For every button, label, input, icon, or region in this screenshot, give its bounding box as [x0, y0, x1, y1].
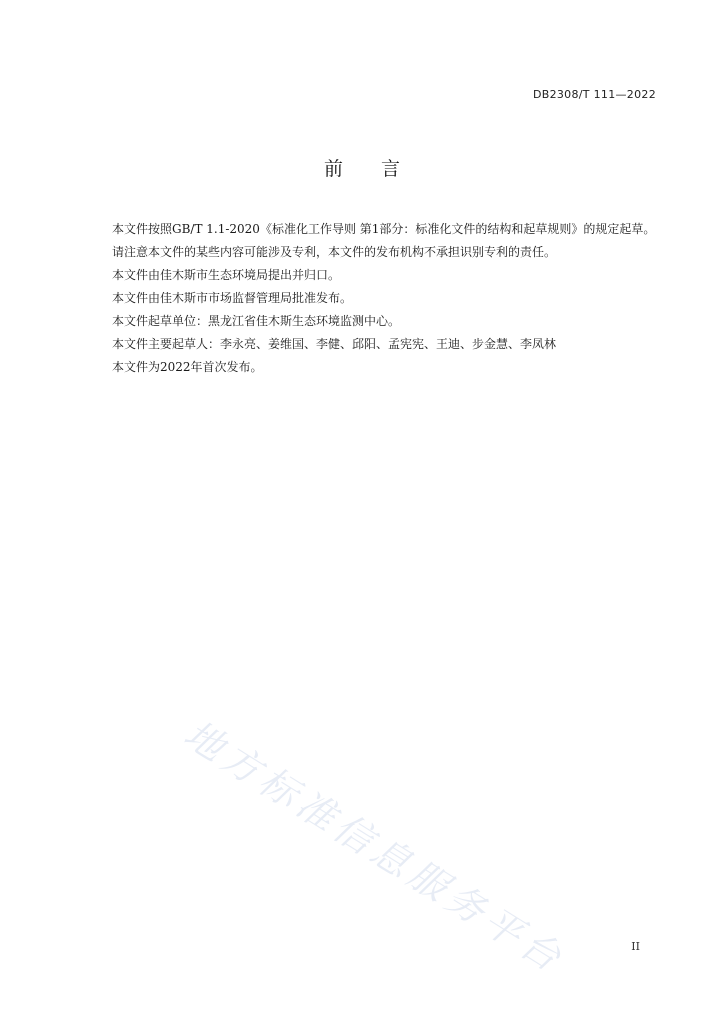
paragraph-patent-notice: 请注意本文件的某些内容可能涉及专利，本文件的发布机构不承担识别专利的责任。 — [112, 245, 557, 259]
watermark-text: 地方标准信息服务平台 — [176, 711, 573, 983]
paragraph-approved-by: 本文件由佳木斯市市场监督管理局批准发布。 — [112, 291, 353, 305]
paragraph-drafting-rules: 本文件按照GB/T 1.1-2020《标准化工作导则 第1部分：标准化文件的结构和起草规则》的规定起草。 — [112, 222, 656, 236]
preface-title: 前言 — [323, 158, 438, 180]
preface-body — [88, 218, 658, 379]
page-number: II — [631, 940, 640, 953]
paragraph-drafting-unit: 本文件起草单位：黑龙江省佳木斯生态环境监测中心。 — [112, 314, 401, 328]
paragraph-proposed-by: 本文件由佳木斯市生态环境局提出并归口。 — [112, 268, 341, 282]
paragraph-main-drafters: 本文件主要起草人：李永亮、姜维国、李健、邱阳、孟宪宪、王迪、步金慧、李凤林 — [112, 337, 557, 351]
paragraph-first-release: 本文件为2022年首次发布。 — [112, 360, 263, 374]
document-code: DB2308/T 111—2022 — [532, 88, 656, 101]
